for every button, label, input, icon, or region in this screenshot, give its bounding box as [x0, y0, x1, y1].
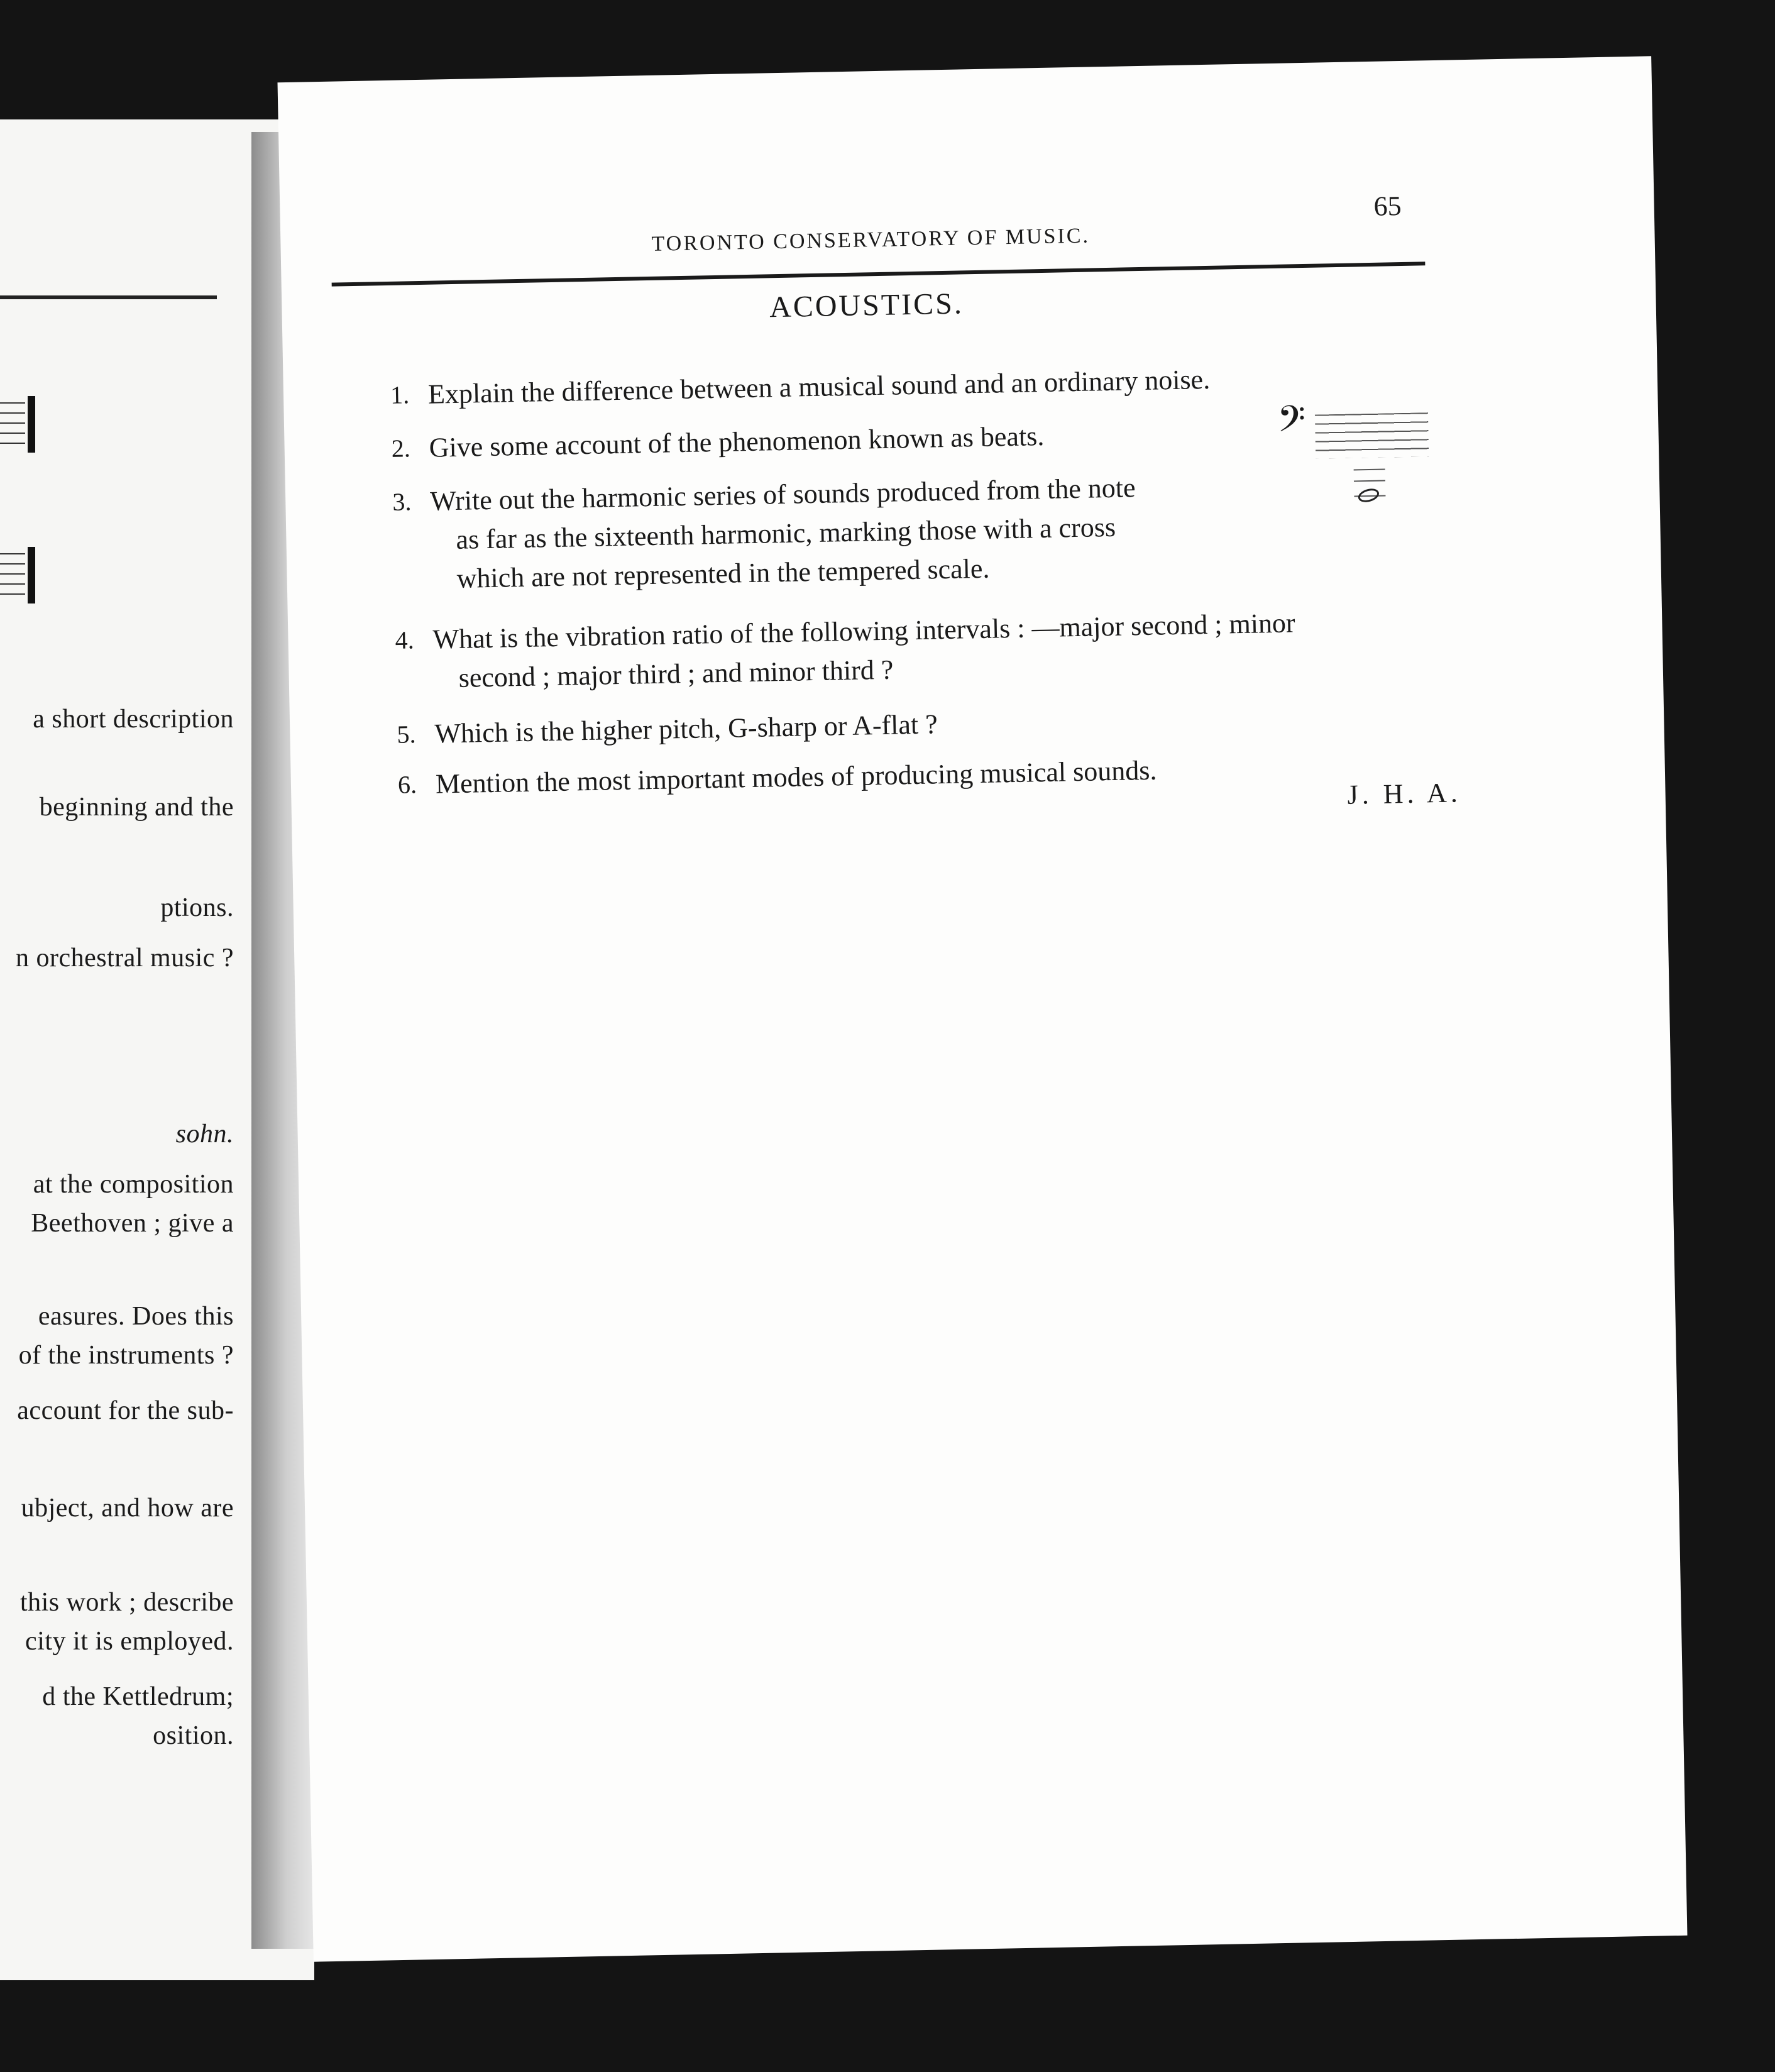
question-number: 4.: [395, 625, 414, 654]
question-text: second ; major third ; and minor third ?: [458, 654, 894, 693]
music-staff-fragment: [0, 547, 38, 603]
question-item: [397, 745, 1479, 805]
staff-lines: [1315, 412, 1429, 458]
question-text: Which is the higher pitch, G-sharp or A-flat ?: [434, 708, 938, 749]
left-text-fragment: city it is employed.: [25, 1627, 234, 1656]
question-number: 1.: [390, 380, 410, 409]
left-text-fragment: of the instruments ?: [18, 1341, 234, 1370]
left-text-fragment: beginning and the: [39, 793, 234, 822]
left-text-fragment: this work ; describe: [19, 1588, 234, 1617]
right-page: [278, 56, 1688, 1961]
question-item: [395, 600, 1477, 699]
left-text-fragment: Beethoven ; give a: [31, 1209, 234, 1238]
bass-clef-icon: 𝄢: [1277, 399, 1306, 449]
question-text: Give some account of the phenomenon known as beats.: [429, 420, 1045, 463]
left-text-fragment: n orchestral music ?: [15, 944, 234, 973]
running-head: TORONTO CONSERVATORY OF MUSIC.: [651, 224, 1091, 256]
question-item: [397, 695, 1478, 754]
bass-clef-note-figure: [1277, 400, 1430, 510]
left-text-fragment: a short description: [33, 705, 234, 734]
whole-note-icon: [1356, 487, 1380, 505]
question-number: 2.: [391, 434, 411, 463]
question-text: Explain the difference between a musical sound and an ordinary noise.: [427, 363, 1211, 410]
music-staff-fragment: [0, 396, 38, 453]
left-text-fragment: sohn.: [175, 1120, 234, 1149]
page-number: 65: [1373, 190, 1402, 222]
ledger-line: [1354, 480, 1385, 482]
question-text: which are not represented in the tempered scale.: [456, 553, 990, 594]
left-page-rule: [0, 295, 217, 299]
question-number: 5.: [397, 720, 416, 749]
ledger-line: [1354, 469, 1385, 471]
question-text: as far as the sixteenth harmonic, marking those with a cross: [456, 511, 1116, 555]
question-text: Write out the harmonic series of sounds produced from the note: [429, 472, 1136, 517]
question-text: Mention the most important modes of producing musical sounds.: [435, 754, 1157, 800]
question-number: 3.: [392, 487, 412, 516]
left-text-fragment: easures. Does this: [38, 1302, 234, 1331]
left-text-fragment: account for the sub-: [17, 1396, 234, 1425]
left-text-fragment: osition.: [153, 1721, 234, 1750]
question-text: What is the vibration ratio of the following intervals : —major second ; minor: [432, 607, 1296, 655]
question-number: 6.: [397, 770, 417, 799]
left-text-fragment: at the composition: [33, 1170, 234, 1199]
left-text-fragment: ptions.: [160, 893, 234, 922]
left-text-fragment: ubject, and how are: [21, 1494, 234, 1523]
signature: J. H. A.: [1347, 777, 1462, 810]
left-text-fragment: d the Kettledrum;: [42, 1682, 234, 1711]
section-title: ACOUSTICS.: [769, 287, 964, 324]
